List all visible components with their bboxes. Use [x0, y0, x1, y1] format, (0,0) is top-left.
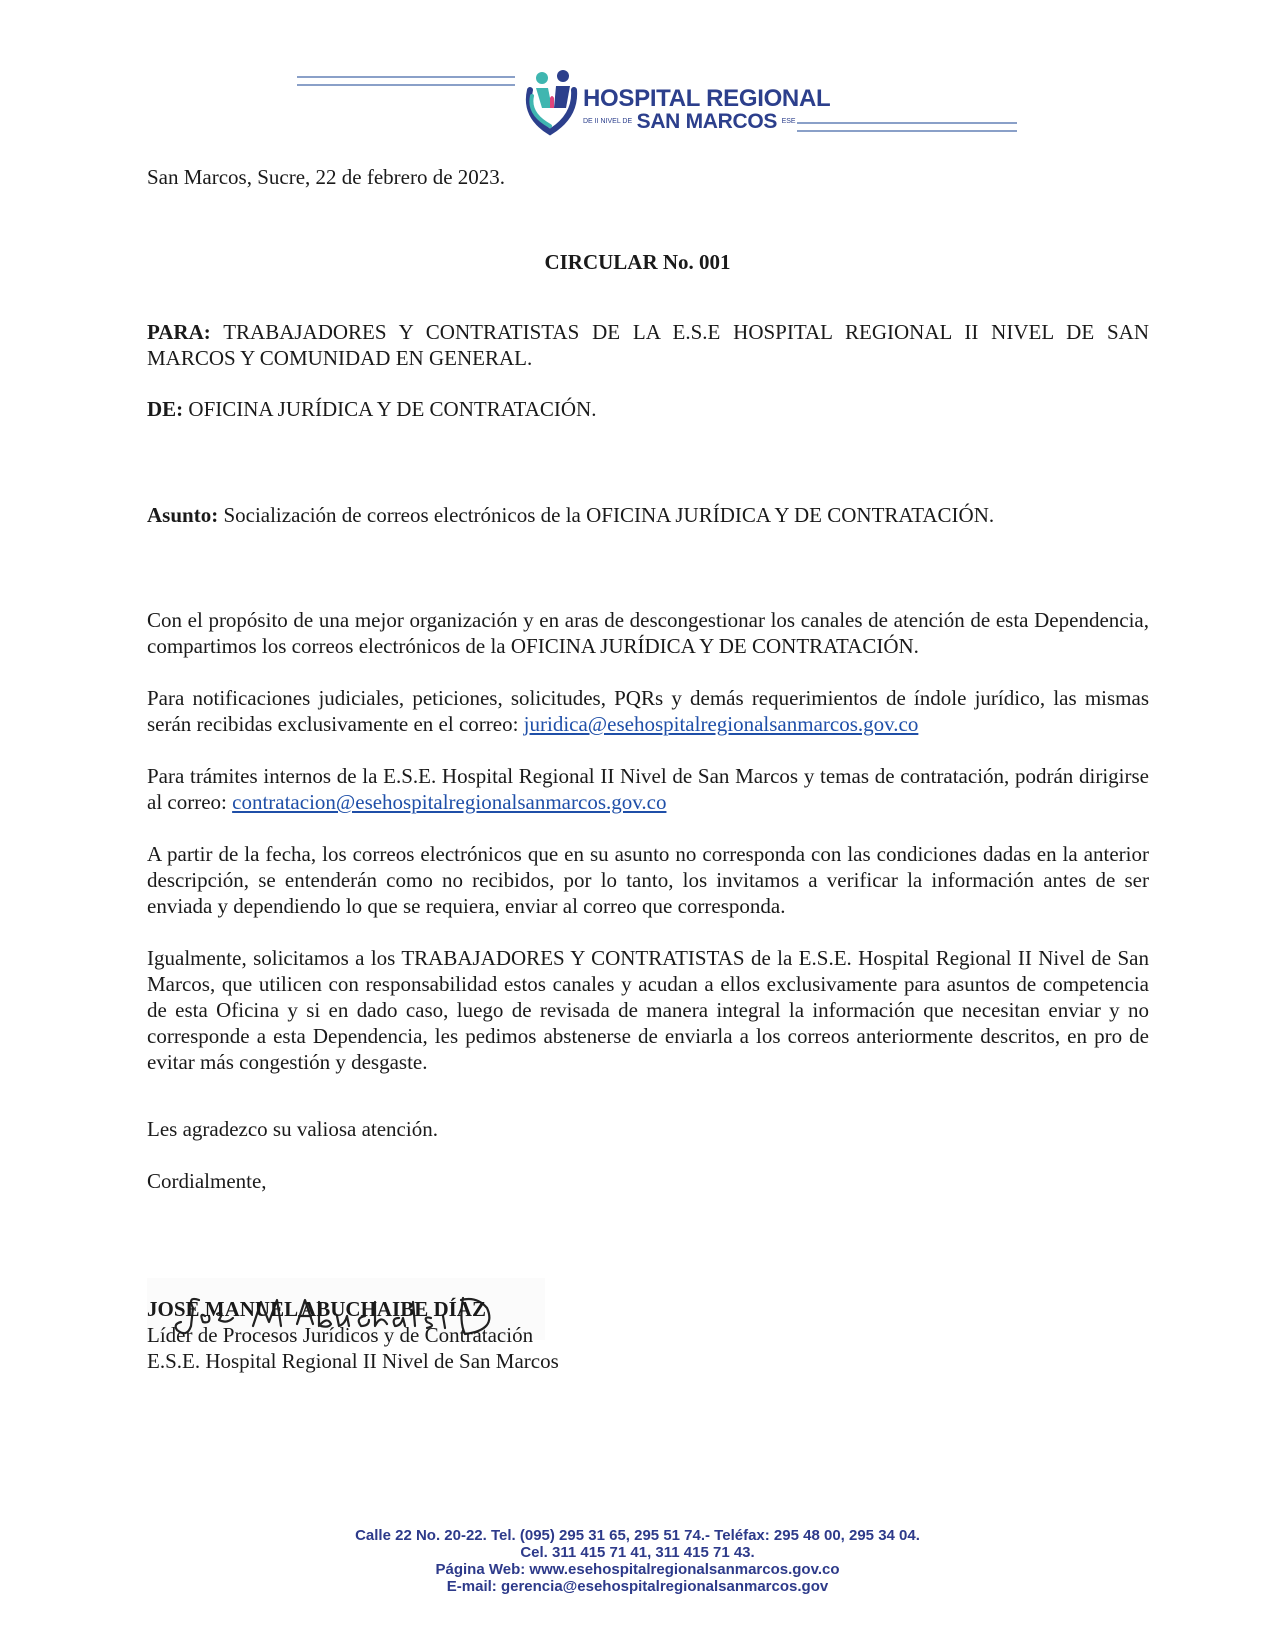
de-text: OFICINA JURÍDICA Y DE CONTRATACIÓN. [183, 397, 597, 421]
logo-small-text: DE II NIVEL DE [583, 118, 633, 125]
body-paragraph-4: A partir de la fecha, los correos electrónicos que en su asunto no corresponda con las condiciones dadas en la anterior descripción, se entenderán como no recibidos, por lo tanto, los invitamos a verificar la información antes de ser enviada y dependiendo lo que se requiera, enviar al correo que corresponda. [147, 842, 1149, 918]
logo-big-text: SAN MARCOS [636, 110, 778, 133]
juridica-email-link[interactable]: juridica@esehospitalregionalsanmarcos.gov.co [523, 712, 919, 736]
de-label: DE: [147, 397, 184, 421]
letterhead [0, 60, 1275, 140]
footer-address-line: Calle 22 No. 20-22. Tel. (095) 295 31 65, 295 51 74.- Teléfax: 295 48 00, 295 34 04. [355, 1527, 920, 1544]
letterhead-rule-left [297, 76, 515, 86]
signer-organization: E.S.E. Hospital Regional II Nivel de San Marcos [147, 1349, 559, 1373]
para-block [147, 319, 1149, 371]
logo-line-2 [583, 112, 830, 132]
asunto-text: Socialización de correos electrónicos de la OFICINA JURÍDICA Y DE CONTRATACIÓN. [218, 503, 995, 527]
contratacion-email-link[interactable]: contratacion@esehospitalregionalsanmarcos.gov.co [232, 790, 667, 814]
body-paragraph-3-text: Para trámites internos de la E.S.E. Hospital Regional II Nivel de San Marcos y temas de contratación, podrán dirigirse al correo: [147, 764, 1149, 814]
de-block [147, 396, 1149, 422]
logo-line-1: HOSPITAL REGIONAL [583, 85, 831, 112]
hospital-logo-wordmark [583, 86, 830, 132]
para-label: PARA: [147, 320, 211, 344]
body-paragraph-5: Igualmente, solicitamos a los TRABAJADORES Y CONTRATISTAS de la E.S.E. Hospital Regional II Nivel de San Marcos, que utilicen con responsabilidad estos canales y acudan a ellos exclusivamente para asuntos de competencia de esta Oficina y si en dado caso, luego de revisada de manera integral la información que necesitan enviar y no corresponde a esta Dependencia, les pedimos abstenerse de enviarla a los correos anteriormente descritos, en pro de evitar más congestión y desgaste. [147, 946, 1149, 1074]
salutation: Cordialmente, [147, 1169, 267, 1193]
logo-ese-text: ESE [781, 118, 796, 126]
footer-website-line: Página Web: www.esehospitalregionalsanmarcos.gov.co [435, 1561, 840, 1578]
signer-name: JOSE MANUEL ABUCHAIBE DÍAZ [147, 1297, 486, 1321]
date-line: San Marcos, Sucre, 22 de febrero de 2023. [147, 165, 506, 189]
footer-email-line: E-mail: gerencia@esehospitalregionalsanmarcos.gov [446, 1578, 829, 1595]
letterhead-footer [0, 1527, 1275, 1595]
asunto-label: Asunto: [147, 503, 219, 527]
para-text: TRABAJADORES Y CONTRATISTAS DE LA E.S.E HOSPITAL REGIONAL II NIVEL DE SAN MARCOS Y COMUNIDAD EN GENERAL. [147, 320, 1149, 370]
circular-title: CIRCULAR No. 001 [544, 250, 731, 274]
body-paragraph-2-text: Para notificaciones judiciales, peticiones, solicitudes, PQRs y demás requerimientos de índole jurídico, las mismas serán recibidas exclusivamente en el correo: [147, 686, 1149, 736]
body-paragraph-2 [147, 685, 1149, 737]
signer-role: Líder de Procesos Jurídicos y de Contratación [147, 1323, 534, 1347]
footer-cell-line: Cel. 311 415 71 41, 311 415 71 43. [520, 1544, 755, 1561]
body-paragraph-1: Con el propósito de una mejor organización y en aras de descongestionar los canales de atención de esta Dependencia, compartimos los correos electrónicos de la OFICINA JURÍDICA Y DE CONTRATACIÓN. [147, 608, 1149, 658]
body-paragraph-3 [147, 763, 1149, 815]
hospital-logo-icon [520, 68, 584, 136]
asunto-block [147, 502, 1149, 528]
closing-line: Les agradezco su valiosa atención. [147, 1117, 438, 1141]
